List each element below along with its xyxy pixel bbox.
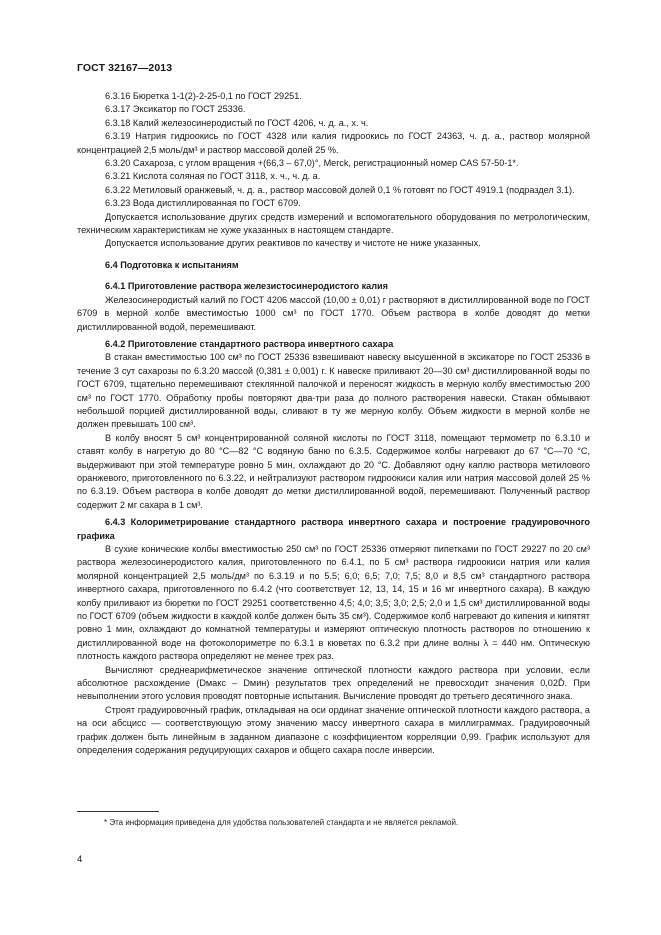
item-6-3-19: 6.3.19 Натрия гидроокись по ГОСТ 4328 или калия гидроокись по ГОСТ 24363, ч. д. а., раствор молярной концентрацией 2,5 моль/дм³ и раствор массовой долей 25 %.	[77, 131, 590, 155]
standard-code-header: ГОСТ 32167—2013	[77, 62, 173, 74]
section-6-4-2-para-1: В стакан вместимостью 100 см³ по ГОСТ 25336 взвешивают навеску высушенной в эксикаторе по ГОСТ 25336 в течение 3 сут сахарозы по 6.3.20 массой (0,381 ± 0,001) г. К навеске приливают 20—30 см³ дистиллированной воды по ГОСТ 6709, тщательно перемешивают стеклянной палочкой и переносят жидкость в мерную колбу вместимостью 200 см³ по ГОСТ 1770. Обработку пробы повторяют два-три раза до полного растворения навески. Стакан обмывают небольшой порцией дистиллированной воды, сливают в ту же мерную колбу. Объем жидкости в мерной колбе не должен превышать 100 см³.	[77, 352, 590, 430]
section-6-4-2-para-2: В колбу вносят 5 см³ концентрированной соляной кислоты по ГОСТ 3118, помещают термометр по 6.3.10 и ставят колбу в нагретую до 80 °С—82 °С водяную баню по 6.3.5. Содержимое колбы нагревают до 67 °С—70 °С, выдерживают при этой температуре ровно 5 мин, охлаждают до 20 °С. Добавляют одну каплю раствора метилового оранжевого, приготовленного по 6.3.22, и нейтрализуют раствором гидроокиси калия или натрия массовой долей 25 % по 6.3.19. Объем раствора в колбе доводят до метки дистиллированной водой, перемешивают. Полученный раствор содержит 2 мг сахара в 1 см³.	[77, 432, 590, 510]
item-6-3-21: 6.3.21 Кислота соляная по ГОСТ 3118, х. ч., ч. д. а.	[105, 171, 321, 182]
section-6-4-title: 6.4 Подготовка к испытаниям	[105, 259, 239, 270]
footnote: * Эта информация приведена для удобства пользователей стандарта и не является рекламой.	[104, 818, 459, 827]
document-body	[77, 90, 590, 758]
footnote-divider	[77, 811, 159, 812]
page-number: 4	[77, 854, 83, 865]
section-6-4-1-body: Железосинеродистый калий по ГОСТ 4206 массой (10,00 ± 0,01) г растворяют в дистиллированной воде по ГОСТ 6709 в мерной колбе вместимостью 1000 см³ по ГОСТ 1770. Объем раствора в колбе доводят до метки дистиллированной водой, перемешивают.	[77, 294, 590, 332]
item-6-3-18: 6.3.18 Калий железосинеродистый по ГОСТ 4206, ч. д. а., х. ч.	[105, 117, 369, 128]
section-6-4-3-para-2: Вычисляют среднеарифметическое значение оптической плотности каждого раствора при условии, если абсолютное расхождение (Dмакс – Dмин) результатов трех определений не превосходит значения 0,02D̄. При невыполнении этого условия проводят повторные испытания. Вычисление проводят до третьего десятичного знака.	[77, 664, 590, 702]
note-reagents: Допускается использование других реактивов по качеству и чистоте не ниже указанных.	[105, 238, 481, 249]
item-6-3-16: 6.3.16 Бюретка 1-1(2)-2-25-0,1 по ГОСТ 29251.	[105, 91, 302, 101]
item-6-3-17: 6.3.17 Эксикатор по ГОСТ 25336.	[105, 104, 246, 115]
item-6-3-23: 6.3.23 Вода дистиллированная по ГОСТ 6709.	[105, 198, 301, 209]
item-6-3-20: 6.3.20 Сахароза, с углом вращения +(66,3 – 67,0)°, Merck, регистрационный номер CAS 57-50-1*.	[105, 158, 519, 169]
item-6-3-22: 6.3.22 Метиловый оранжевый, ч. д. а., раствор массовой долей 0,1 % готовят по ГОСТ 4919.1 (подраздел 3.1).	[105, 184, 575, 195]
note-equipment: Допускается использование других средств измерений и вспомогательного оборудования по метрологическим, техническим характеристикам не хуже указанных в настоящем стандарте.	[77, 211, 590, 236]
section-6-4-3-para-1: В сухие конические колбы вместимостью 250 см³ по ГОСТ 25336 отмеряют пипетками по ГОСТ 29227 по 20 см³ раствора железосинеродистого калия, приготовленного по 6.4.1, по 5 см³ раствора гидроокиси натрия или калия молярной концентрацией 2,5 моль/дм³ по 6.3.19 и по 5.5; 6,0; 6,5; 7,0; 7,5; 8,0 и 8,5 см³ стандартного раствора инвертного сахара, приготовленного по 6.4.2 (что соответствует 12, 13, 14, 15 и 16 мг инвертного сахара). В каждую колбу приливают из бюретки по ГОСТ 29251 соответственно 4,5; 4,0; 3,5; 3,0; 2,5; 2,0 и 1,5 см³ дистиллированной воды по ГОСТ 6709 (объем жидкости в каждой колбе должен быть 35 см³). Содержимое колб нагревают до кипения и кипятят ровно 1 мин, охлаждают до комнатной температуры и измеряют оптическую плотность растворов по отношению к дистиллированной воде на фотоколориметре по 6.3.1 в кюветах по 6.3.2 при длине волны λ = 440 нм. Оптическую плотность каждого раствора определяют не менее трех раз.	[77, 544, 590, 662]
section-6-4-1-title: 6.4.1 Приготовление раствора железистосинеродистого калия	[105, 281, 388, 292]
section-6-4-2-title: 6.4.2 Приготовление стандартного раствора инвертного сахара	[105, 338, 394, 349]
section-6-4-3-title: 6.4.3 Колориметрирование стандартного раствора инвертного сахара и построение градуировочного графика	[77, 517, 590, 541]
section-6-4-3-para-3: Строят градуировочный график, откладывая на оси ординат значение оптической плотности каждого раствора, а на оси абсцисс — соответствующую этому значению массу инвертного сахара в миллиграммах. Градуировочный график должен быть линейным в заданном диапазоне с коэффициентом корреляции 0,99. График используют для определения содержания редуцирующих сахаров и общего сахара после инверсии.	[77, 704, 590, 756]
